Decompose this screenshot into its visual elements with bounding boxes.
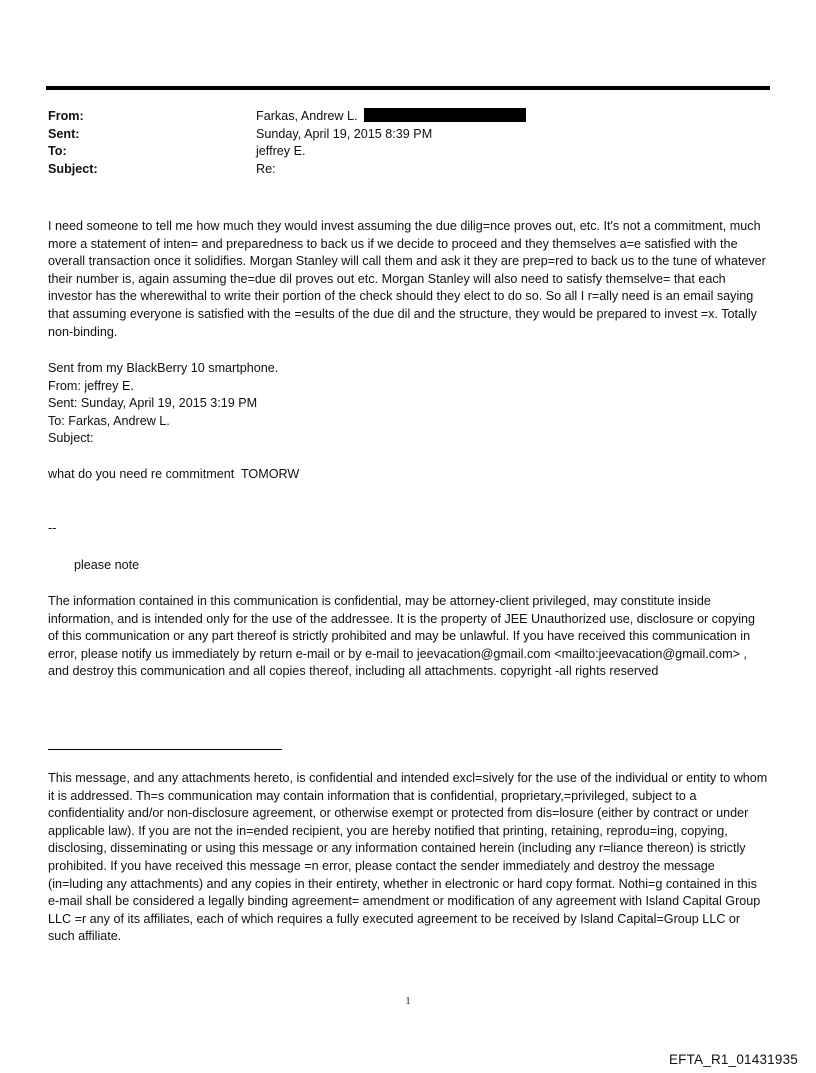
from-row [48, 108, 748, 126]
disclaimer: This message, and any attachments hereto, is confidential and intended excl=sively for the use of the individual or entity to whom it is addressed. Th=s communication may contain information that is confidential, proprietary,=privileged, subject to a confidentiality and/or non-disclosure agreement, or otherwise exempt or protected from dis=losure (either by contract or under applicable law). If you are not the in=ended recipient, you are hereby notified that printing, retaining, reprodu=ing, copying, disclosing, disseminating or using this message or any information contained herein (including any r=liance thereon) is strictly prohibited. If you have received this message =n error, please contact the sender immediately and destroy the message (in=luding any attachments) and any copies in their entirety, whether in electronic or hard copy format. Nothi=g contained in this e-mail shall be considered a legally binding agreement= amendment or modification of any agreement with Island Capital Group LLC =r any of its affiliates, each of which requires a fully executed agreement to be received by Island Capital=Group LLC or such affiliate. [48, 771, 768, 944]
from-name: Farkas, Andrew L. [256, 109, 358, 123]
page-number: 1 [405, 996, 411, 1007]
quoted-sent: Sent: Sunday, April 19, 2015 3:19 PM [48, 396, 258, 411]
subject-value: Re: [256, 161, 276, 176]
quoted-message: what do you need re commitment TOMORW [48, 467, 300, 481]
quoted-to: To: Farkas, Andrew L. [48, 413, 170, 428]
to-label: To: [48, 144, 67, 158]
separator: -- [48, 521, 57, 535]
to-value: jeffrey E. [256, 144, 306, 158]
redaction-block [364, 108, 526, 122]
from-value [256, 108, 748, 126]
quoted-from: From: jeffrey E. [48, 378, 134, 393]
header-rule [46, 86, 770, 90]
divider [48, 749, 282, 750]
sent-label: Sent: [48, 126, 80, 141]
please-note: please note [74, 558, 140, 572]
subject-label: Subject: [48, 161, 98, 176]
signature: Sent from my BlackBerry 10 smartphone. [48, 361, 279, 375]
sent-row [48, 126, 748, 144]
quoted-subject: Subject: [48, 431, 94, 446]
bates-number: EFTA_R1_01431935 [668, 1052, 798, 1067]
from-label: From: [48, 109, 84, 123]
sent-value: Sunday, April 19, 2015 8:39 PM [256, 126, 433, 141]
email-header [48, 108, 748, 178]
message-body: I need someone to tell me how much they would invest assuming the due dilig=nce proves out, etc. It's not a commitment, much more a statement of inten= and preparedness to back us if we decide to proceed and they themselves a=e satisfied with the overall transaction once it solidifies. Morgan Stanley will call them and ask it they are prep=red to back us to the tune of whatever their number is, again assuming the=due dil proves out etc. Morgan Stanley will also need to satisfy themselve= that each investor has the wherewithal to write their portion of the check should they elect to do so. So all I r=ally need is an email saying that assuming everyone is satisfied with the =esults of the due dil and the structure, they would be prepared to invest =x. Totally non-binding. [48, 219, 766, 339]
quoted-header [48, 360, 768, 448]
subject-row [48, 161, 748, 179]
confidentiality-notice: The information contained in this communication is confidential, may be attorney-client privileged, may constitute inside information, and is intended only for the use of the addressee. It is the property of JEE Unauthorized use, disclosure or copying of this communication or any part thereof is strictly prohibited and may be unlawful. If you have received this communication in error, please notify us immediately by return e-mail or by e-mail to jeevacation@gmail.com <mailto:jeevacation@gmail.com> , and destroy this communication and all copies thereof, including all attachments. copyright -all rights reserved [48, 594, 756, 679]
to-row [48, 143, 748, 161]
